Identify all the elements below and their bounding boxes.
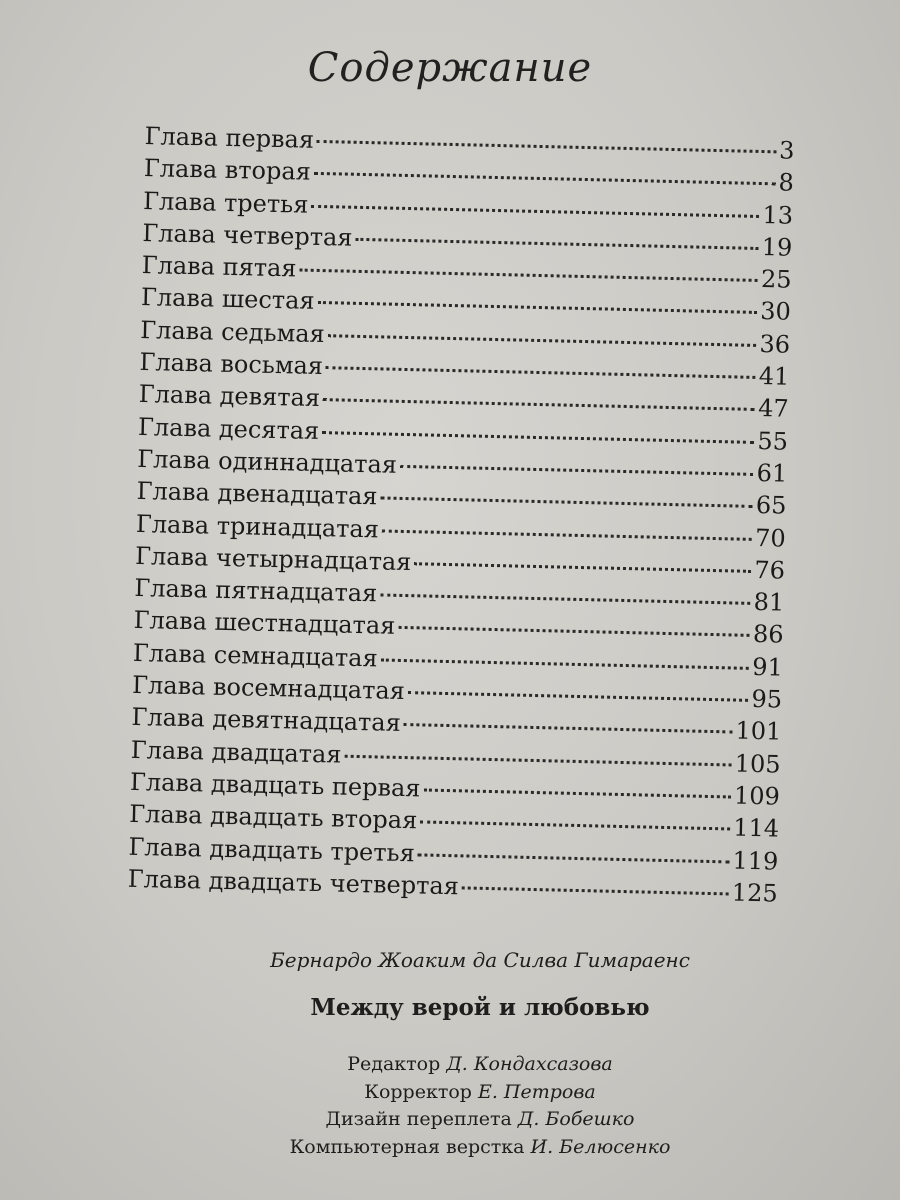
staff-name: И. Белюсенко: [530, 1135, 671, 1158]
toc-entry-title: Глава двенадцатая: [136, 477, 378, 511]
toc-entry-page: 47: [757, 394, 789, 424]
toc-leader-dots: [323, 398, 755, 411]
toc-entry-title: Глава седьмая: [139, 315, 326, 348]
toc-entry-title: Глава пятая: [141, 251, 297, 283]
toc-leader-dots: [299, 269, 758, 282]
toc-entry-title: Глава четвертая: [142, 218, 353, 252]
toc-entry-title: Глава двадцатая: [130, 735, 342, 769]
toc-entry-page: 95: [751, 684, 783, 714]
toc-entry-page: 25: [760, 265, 792, 294]
toc-entry-page: 65: [755, 491, 787, 520]
toc-entry-title: Глава третья: [142, 186, 309, 219]
toc-entry-title: Глава девятая: [138, 380, 321, 413]
toc-leader-dots: [380, 594, 751, 605]
toc-entry-page: 109: [733, 781, 781, 811]
toc-entry-page: 114: [733, 813, 780, 843]
toc-leader-dots: [414, 562, 751, 573]
staff-list: [60, 1051, 900, 1161]
toc-entry-title: Глава семнадцатая: [132, 638, 378, 673]
toc-entry-page: 55: [757, 426, 789, 456]
toc-entry-title: Глава тринадцатая: [135, 509, 380, 543]
toc-leader-dots: [380, 497, 752, 508]
toc-entry-page: 101: [735, 716, 782, 746]
toc-entry-title: Глава шестая: [140, 283, 315, 316]
toc-entry-page: 13: [762, 200, 794, 230]
toc-leader-dots: [381, 658, 750, 669]
toc-entry-page: 8: [778, 168, 795, 198]
toc-entry-page: 86: [752, 620, 784, 650]
toc-leader-dots: [420, 821, 730, 831]
staff-line: [60, 1134, 900, 1162]
toc-entry-page: 30: [759, 297, 792, 327]
toc-entry-title: Глава одиннадцатая: [137, 444, 398, 479]
toc-entry-page: 119: [732, 846, 779, 876]
toc-leader-dots: [328, 334, 757, 347]
toc-entry-page: 36: [759, 329, 791, 359]
staff-name: Д. Кондахсазова: [446, 1053, 613, 1075]
toc-entry-page: 61: [756, 458, 788, 488]
toc-entry-title: Глава восьмая: [139, 348, 324, 381]
author-name: Бернардо Жоаким да Силва Гимараенс: [270, 948, 690, 972]
toc-leader-dots: [398, 626, 750, 637]
toc-leader-dots: [400, 465, 754, 476]
staff-name: Д. Бобешко: [517, 1108, 635, 1130]
toc-entry-page: 105: [734, 749, 781, 779]
toc-entry-title: Глава двадцать первая: [129, 767, 421, 803]
toc-leader-dots: [423, 788, 731, 798]
toc-leader-dots: [326, 366, 756, 379]
toc-entry-title: Глава двадцать четвертая: [127, 864, 460, 901]
toc-leader-dots: [314, 172, 776, 185]
toc-entry-page: 125: [731, 878, 778, 908]
toc-leader-dots: [317, 301, 757, 314]
staff-role: Дизайн переплета: [325, 1108, 512, 1130]
toc-entry-title: Глава четырнадцатая: [134, 541, 412, 577]
staff-role: Корректор: [364, 1080, 472, 1103]
toc-entry-title: Глава двадцать вторая: [128, 800, 418, 835]
toc-leader-dots: [418, 853, 730, 863]
toc-leader-dots: [322, 431, 754, 444]
toc-leader-dots: [408, 691, 749, 702]
toc-entry-page: 91: [751, 652, 784, 682]
toc-entry-title: Глава двадцать третья: [128, 832, 416, 867]
toc-leader-dots: [462, 886, 729, 895]
staff-role: Редактор: [347, 1053, 441, 1075]
toc-leader-dots: [317, 140, 776, 153]
toc-entry-page: 19: [761, 232, 793, 262]
toc-leader-dots: [344, 754, 731, 766]
toc-leader-dots: [311, 204, 759, 217]
toc-leader-dots: [355, 238, 758, 250]
staff-name: Е. Петрова: [477, 1080, 596, 1103]
toc-entry-page: 70: [754, 523, 787, 553]
toc-entry-title: Глава пятнадцатая: [134, 574, 378, 608]
staff-line: [60, 1079, 900, 1107]
toc-entry-title: Глава шестнадцатая: [133, 606, 396, 641]
staff-role: Компьютерная верстка: [289, 1135, 525, 1158]
imprint-block: [0, 948, 900, 1161]
toc-entry-title: Глава восемнадцатая: [131, 670, 406, 706]
staff-line: [60, 1051, 900, 1079]
toc-leader-dots: [404, 723, 733, 733]
toc-leader-dots: [382, 529, 752, 540]
staff-line: [60, 1106, 900, 1134]
toc-entry-title: Глава вторая: [143, 154, 312, 187]
toc-entry-page: 81: [753, 588, 785, 617]
toc-entry-page: 76: [754, 555, 786, 585]
toc-entry-title: Глава первая: [144, 122, 315, 154]
toc-entry-title: Глава десятая: [137, 412, 320, 445]
toc-entry-page: 3: [778, 136, 795, 165]
book-title: Между верой и любовью: [310, 994, 650, 1021]
table-of-contents: [127, 122, 794, 912]
contents-heading: Содержание: [307, 45, 593, 91]
toc-entry-title: Глава девятнадцатая: [131, 703, 402, 738]
toc-entry-page: 41: [758, 362, 790, 391]
